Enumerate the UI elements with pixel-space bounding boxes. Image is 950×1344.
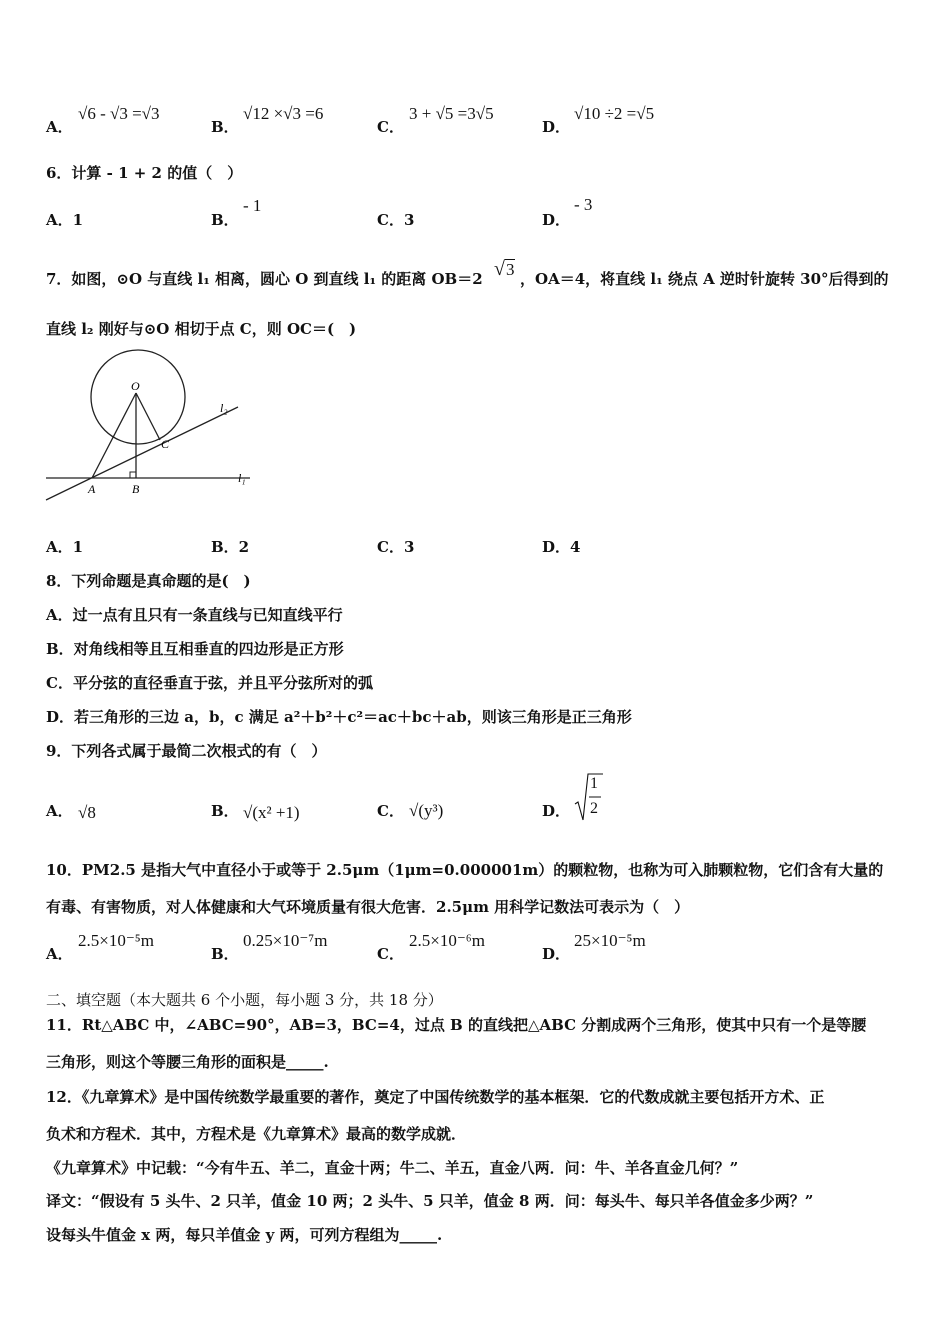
q9-option-b-label: B． — [211, 802, 239, 820]
label-c: C — [161, 437, 170, 451]
q12-line3: 《九章算术》中记载：“今有牛五、羊二，直金十两；牛二、羊五，直金八两．问：牛、羊各直金几何？” — [46, 1159, 739, 1177]
q10-stem-line1: 10．PM2.5 是指大气中直径小于或等于 2.5μm（1μm=0.000001m）的颗粒物，也称为可入肺颗粒物，它们含有大量的 — [46, 861, 884, 879]
label-b: B — [132, 482, 140, 496]
q7-radicand: 3 — [505, 260, 515, 279]
q6-option-d-label: D． — [542, 211, 571, 229]
q6-stem: 6．计算 - 1 + 2 的值（ ） — [46, 164, 243, 182]
q10-option-a-expr: 2.5×10⁻⁵m — [78, 931, 154, 950]
q9-option-c-label: C． — [377, 802, 404, 820]
q12-line1: 12．《九章算术》是中国传统数学最重要的著作，奠定了中国传统数学的基本框架．它的代数成就主要包括开方术、正 — [46, 1088, 825, 1106]
q6-option-a: A．1 — [46, 211, 84, 229]
q12-line5: 设每头牛值金 x 两，每只羊值金 y 两，可列方程组为_____. — [46, 1226, 443, 1244]
q8-option-c: C．平分弦的直径垂直于弦，并且平分弦所对的弧 — [46, 674, 373, 692]
q9-option-a-label: A． — [46, 802, 73, 820]
q10-option-a-label: A． — [46, 945, 73, 963]
q5-option-a-label: A． — [46, 118, 73, 136]
q7-option-d: D．4 — [542, 538, 581, 556]
q10-stem-line2: 有毒、有害物质，对人体健康和大气环境质量有很大危害．2.5μm 用科学记数法可表示为（ ） — [46, 898, 690, 916]
q9-stem: 9．下列各式属于最简二次根式的有（ ） — [46, 742, 327, 760]
q8-option-a: A．过一点有且只有一条直线与已知直线平行 — [46, 606, 343, 624]
q7-stem-part1: 7．如图，⊙O 与直线 l₁ 相离，圆心 O 到直线 l₁ 的距离 OB＝2 — [46, 270, 483, 288]
label-l1: l₁ — [238, 471, 246, 485]
q7-stem-radical: √3 — [494, 258, 515, 280]
q7-option-c: C．3 — [377, 538, 415, 556]
q9-option-b-expr: √(x² +1) — [243, 803, 300, 822]
q9-d-denominator: 2 — [590, 800, 598, 817]
right-angle-mark — [130, 472, 136, 478]
label-l2: l₂ — [220, 401, 228, 415]
q10-option-b-expr: 0.25×10⁻⁷m — [243, 931, 328, 950]
q10-option-c-expr: 2.5×10⁻⁶m — [409, 931, 485, 950]
q8-option-d: D．若三角形的三边 a，b，c 满足 a²＋b²＋c²＝ac＋bc＋ab，则该三角形是正三角形 — [46, 708, 632, 726]
q7-figure — [40, 345, 270, 505]
q7-option-a: A．1 — [46, 538, 84, 556]
q6-option-d-value: - 3 — [574, 195, 593, 214]
q9-option-d-expr — [574, 772, 604, 824]
q7-stem-part2: ，OA＝4，将直线 l₁ 绕点 A 逆时针旋转 30°后得到的 — [520, 270, 889, 288]
q6-option-b-label: B． — [211, 211, 239, 229]
line-l2 — [46, 407, 238, 500]
q10-option-b-label: B． — [211, 945, 239, 963]
q9-option-a-expr: √8 — [78, 803, 96, 822]
q5-option-d-expr: √10 ÷2 =√5 — [574, 104, 655, 123]
q12-line4: 译文：“假设有 5 头牛、2 只羊，值金 10 两；2 头牛、5 只羊，值金 8 两．问：每头牛、每只羊各值金多少两？” — [46, 1192, 814, 1210]
q8-stem: 8．下列命题是真命题的是( ) — [46, 572, 251, 590]
q10-option-d-expr: 25×10⁻⁵m — [574, 931, 646, 950]
q10-option-c-label: C． — [377, 945, 404, 963]
section-2-heading: 二、填空题（本大题共 6 个小题，每小题 3 分，共 18 分） — [46, 991, 443, 1009]
q9-option-d-label: D． — [542, 802, 571, 820]
q5-option-b-expr: √12 ×√3 =6 — [243, 104, 324, 123]
q7-option-b: B．2 — [211, 538, 250, 556]
q5-option-d-label: D． — [542, 118, 571, 136]
radical-sign — [574, 772, 604, 824]
q7-stem-line2: 直线 l₂ 刚好与⊙O 相切于点 C，则 OC＝( ) — [46, 320, 357, 338]
q9-option-c-expr: √(y³) — [409, 801, 444, 820]
q11-line1: 11．Rt△ABC 中，∠ABC=90°，AB=3，BC=4，过点 B 的直线把△ABC 分割成两个三角形，使其中只有一个是等腰 — [46, 1016, 867, 1034]
q11-line2: 三角形，则这个等腰三角形的面积是_____. — [46, 1053, 329, 1071]
q6-option-b-value: - 1 — [243, 196, 262, 215]
q5-option-c-label: C． — [377, 118, 404, 136]
segment-oc — [136, 393, 160, 440]
q8-option-b: B．对角线相等且互相垂直的四边形是正方形 — [46, 640, 344, 658]
q9-d-numerator: 1 — [590, 775, 598, 792]
q5-option-a-expr: √6 - √3 =√3 — [78, 104, 160, 123]
q5-option-b-label: B． — [211, 118, 239, 136]
q5-option-c-expr: 3 + √5 =3√5 — [409, 104, 494, 123]
q10-option-d-label: D． — [542, 945, 571, 963]
label-o: O — [131, 379, 140, 393]
q12-line2: 负术和方程术．其中，方程术是《九章算术》最高的数学成就． — [46, 1125, 467, 1143]
segment-oa — [92, 393, 136, 478]
q6-option-c: C．3 — [377, 211, 415, 229]
label-a: A — [88, 482, 96, 496]
